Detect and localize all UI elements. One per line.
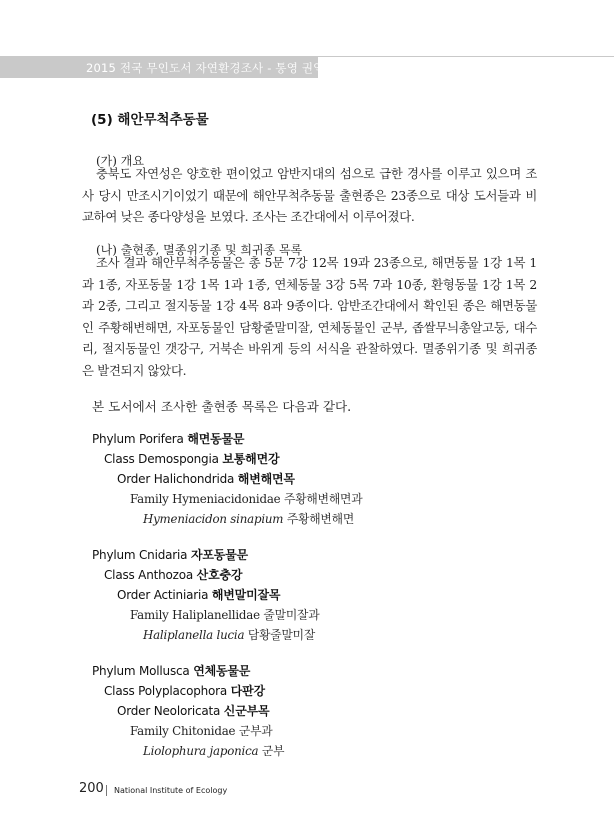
family-korean: 주황해변해면과: [284, 492, 363, 506]
class-korean: 보통해면강: [222, 452, 280, 466]
species-korean: 담황줄말미잘: [247, 628, 316, 642]
running-header: 2015 전국 무인도서 자연환경조사 - 통영 권역: [86, 61, 325, 75]
species-line: [143, 626, 315, 643]
footer-institute: National Institute of Ecology: [114, 786, 228, 795]
list-intro: 본 도서에서 조사한 출현종 목록은 다음과 같다.: [92, 399, 352, 414]
species-latin: Liolophura japonica: [143, 744, 259, 758]
family-line: [130, 490, 362, 507]
class-korean: 다판강: [230, 684, 265, 698]
class-line: [104, 566, 242, 583]
phylum-latin: Phylum Cnidaria: [92, 548, 188, 562]
phylum-korean: 연체동물문: [193, 664, 251, 678]
page-number: 200: [79, 781, 104, 796]
section-title: (5) 해안무척추동물: [91, 112, 209, 128]
overview-label: (가) 개요: [96, 154, 144, 168]
order-korean: 신군부목: [223, 704, 270, 718]
family-latin: Family Haliplanellidae: [130, 608, 260, 622]
species-list-paragraph: 조사 결과 해안무척추동물은 총 5문 7강 12목 19과 23종으로, 해면동물 1강 1목 1과 1종, 자포동물 1강 1목 1과 1종, 연체동물 3강 5목 7과 10종, 환형동물 1강 1목 2과 2종, 그리고 절지동물 1강 4목 8과 9종이다. 암반조간대에서 확인된 종은 해면동물인 주황해변해면, 자포동물인 담황줄말미잘, 연체동물인 군부, 좁쌀무늬총알고둥, 대수리, 절지동물인 갯강구, 거북손 바위게 등의 서식을 관찰하였다. 멸종위기종 및 희귀종은 발견되지 않았다.: [82, 255, 537, 378]
family-korean: 줄말미잘과: [263, 608, 320, 622]
species-korean: 주황해변해면: [286, 512, 355, 526]
class-latin: Class Anthozoa: [104, 568, 194, 582]
phylum-korean: 자포동물문: [190, 548, 248, 562]
phylum-line: [92, 662, 250, 679]
phylum-line: [92, 546, 248, 563]
order-line: [117, 702, 269, 719]
species-latin: Haliplanella lucia: [143, 628, 245, 642]
phylum-latin: Phylum Porifera: [92, 432, 184, 446]
class-line: [104, 682, 265, 699]
family-line: [130, 722, 273, 739]
class-korean: 산호충강: [196, 568, 243, 582]
order-latin: Order Halichondrida: [117, 472, 235, 486]
order-korean: 해변말미잘목: [211, 588, 281, 602]
order-line: [117, 470, 295, 487]
overview-paragraph: 충북도 자연성은 양호한 편이었고 암반지대의 섬으로 급한 경사를 이루고 있으며 조사 당시 만조시기이었기 때문에 해안무척추동물 출현종은 23종으로 대상 도서들과 비교하여 낮은 종다양성을 보였다. 조사는 조간대에서 이루어졌다.: [82, 166, 537, 225]
family-korean: 군부과: [238, 724, 273, 738]
phylum-latin: Phylum Mollusca: [92, 664, 190, 678]
species-line: [143, 742, 284, 759]
phylum-line: [92, 430, 244, 447]
species-latin: Hymeniacidon sinapium: [143, 512, 284, 526]
phylum-korean: 해면동물문: [187, 432, 245, 446]
family-latin: Family Hymeniacidonidae: [130, 492, 281, 506]
class-latin: Class Demospongia: [104, 452, 219, 466]
species-line: [143, 510, 354, 527]
footer-divider: [106, 785, 107, 796]
header-rule: [318, 56, 614, 57]
class-latin: Class Polyplacophora: [104, 684, 228, 698]
order-line: [117, 586, 280, 603]
order-latin: Order Neoloricata: [117, 704, 221, 718]
order-korean: 해변해면목: [237, 472, 295, 486]
species-list-label: (나) 출현종, 멸종위기종 및 희귀종 목록: [96, 243, 303, 257]
class-line: [104, 450, 279, 467]
family-line: [130, 606, 319, 623]
order-latin: Order Actiniaria: [117, 588, 209, 602]
species-korean: 군부: [261, 744, 285, 758]
family-latin: Family Chitonidae: [130, 724, 236, 738]
